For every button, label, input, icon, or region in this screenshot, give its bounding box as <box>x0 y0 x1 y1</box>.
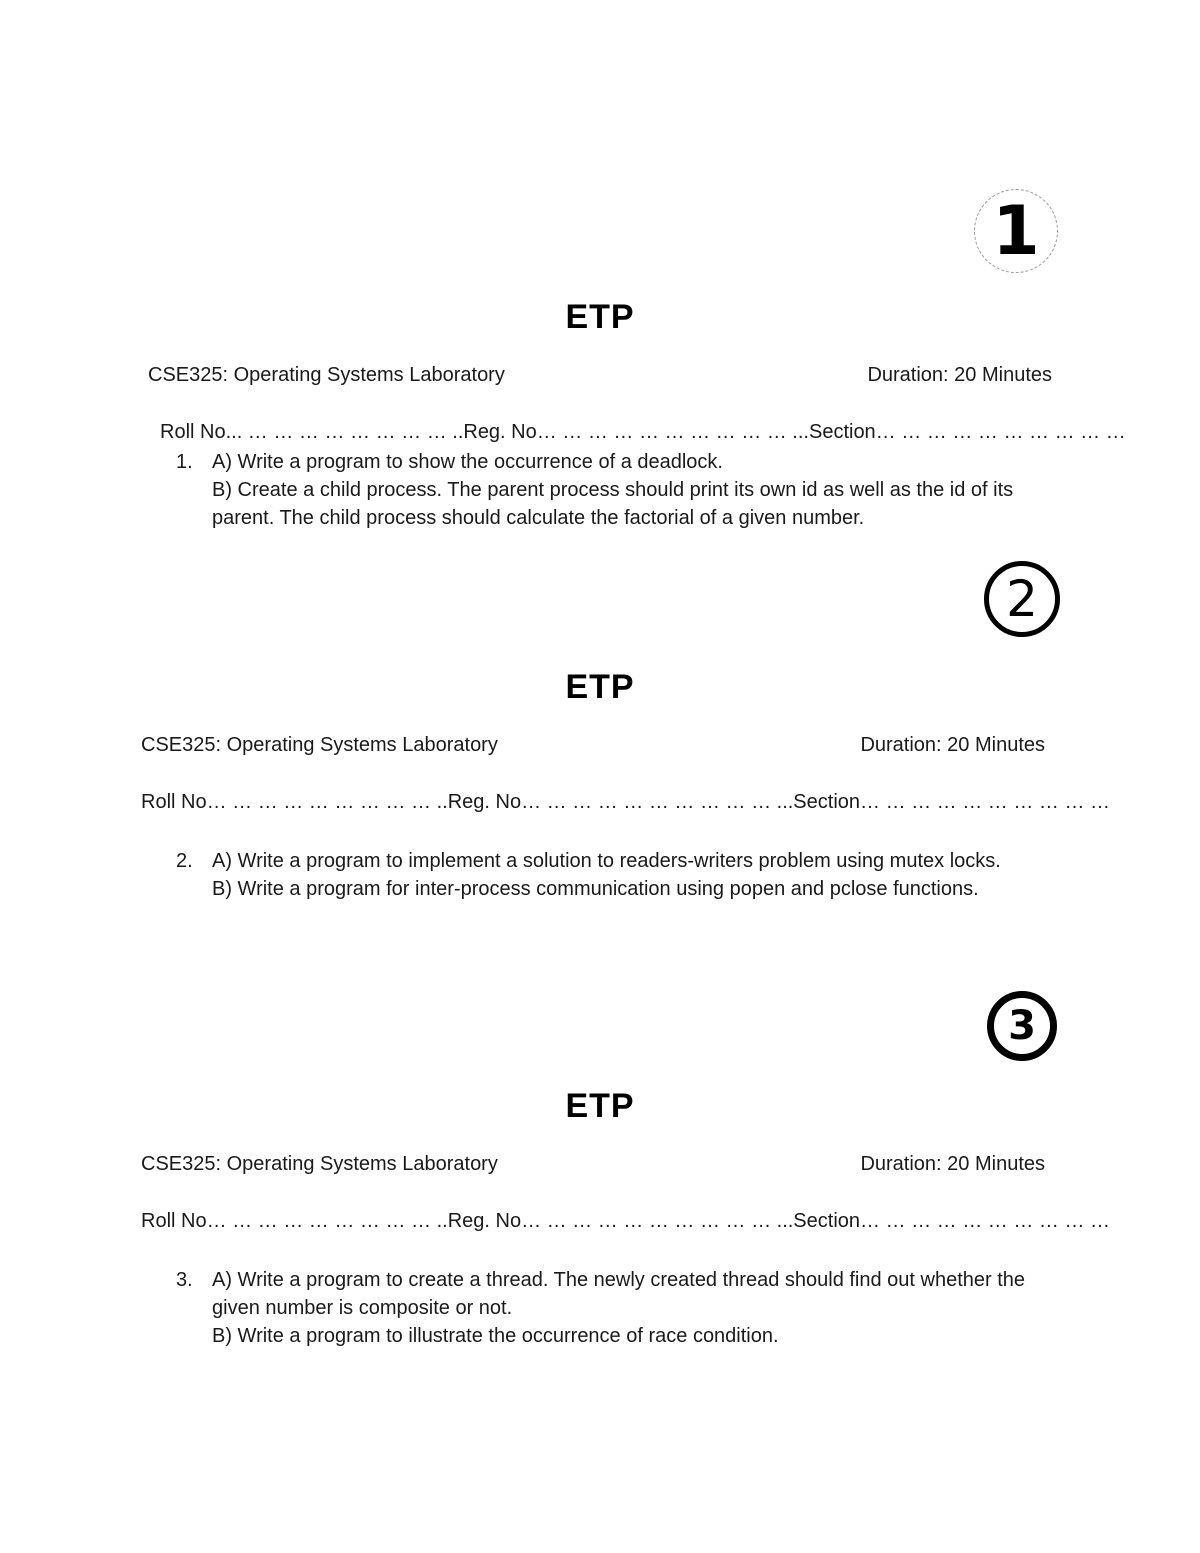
question-2-part-b: B) Write a program for inter-process communication using popen and pclose functions. <box>212 878 979 900</box>
question-3-part-b: B) Write a program to illustrate the occurrence of race condition. <box>212 1325 779 1347</box>
badge-2-digit: 2 <box>1006 570 1038 628</box>
course-name-3: CSE325: Operating Systems Laboratory <box>141 1153 498 1175</box>
badge-1-label: 1 <box>992 191 1040 271</box>
number-badge-3 <box>987 991 1057 1061</box>
question-number-3: 3. <box>176 1269 193 1291</box>
question-3-part-a: A) Write a program to create a thread. The newly created thread should find out whether the given number is composite or not. <box>212 1269 1026 1319</box>
roll-reg-section-line-3: Roll No… … … … … … … … … ..Reg. No… … … … … … … … … … ...Section… … … … … … … … … … <box>141 1210 1111 1232</box>
exam-title-2: ETP <box>565 668 635 706</box>
question-number-2: 2. <box>176 850 193 872</box>
duration-2: Duration: 20 Minutes <box>860 734 1045 756</box>
exam-title-3: ETP <box>565 1087 635 1125</box>
course-name-2: CSE325: Operating Systems Laboratory <box>141 734 498 756</box>
question-2-part-a: A) Write a program to implement a solution to readers-writers problem using mutex locks. <box>212 850 1001 872</box>
course-name-1: CSE325: Operating Systems Laboratory <box>148 364 505 386</box>
question-1-part-b: B) Create a child process. The parent process should print its own id as well as the id of its parent. The child process should calculate the factorial of a given number. <box>212 479 1014 529</box>
question-1-part-a: A) Write a program to show the occurrence of a deadlock. <box>212 451 723 473</box>
badge-3-label: 3 <box>1008 1003 1036 1049</box>
duration-3: Duration: 20 Minutes <box>860 1153 1045 1175</box>
number-badge-2 <box>984 561 1060 637</box>
number-badge-1 <box>974 189 1058 273</box>
roll-reg-section-line-2: Roll No… … … … … … … … … ..Reg. No… … … … … … … … … … ...Section… … … … … … … … … … <box>141 791 1111 813</box>
roll-reg-section-line-1: Roll No... … … … … … … … … ..Reg. No… … … … … … … … … … ...Section… … … … … … … … … … <box>160 421 1126 443</box>
exam-title-1: ETP <box>565 298 635 336</box>
duration-1: Duration: 20 Minutes <box>867 364 1052 386</box>
question-number-1: 1. <box>176 451 193 473</box>
